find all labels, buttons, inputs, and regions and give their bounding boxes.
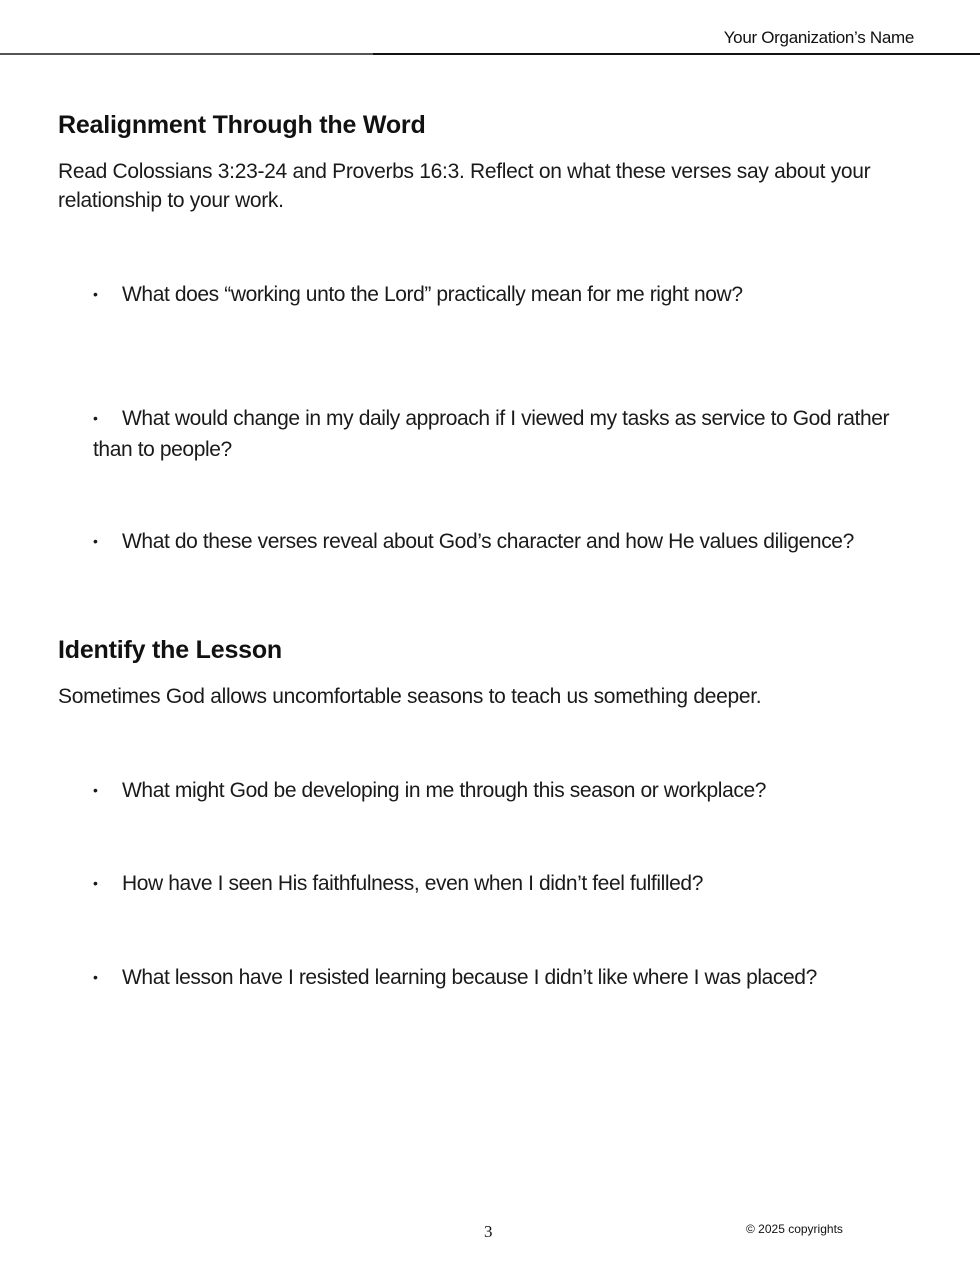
bullet-icon: • — [93, 286, 98, 302]
bullet-icon: • — [93, 969, 98, 985]
section-intro-realignment: Read Colossians 3:23-24 and Proverbs 16:3. Reflect on what these verses say about your relationship to your work. — [58, 160, 871, 212]
question-text: How have I seen His faithfulness, even when I didn’t feel fulfilled? — [122, 872, 703, 895]
question-text: What would change in my daily approach if I viewed my tasks as service to God rather than to people? — [93, 407, 890, 461]
question-item — [93, 869, 923, 900]
bullet-icon: • — [93, 782, 98, 798]
section-heading-identify-lesson: Identify the Lesson — [58, 636, 283, 664]
question-item — [93, 280, 923, 311]
bullet-icon: • — [93, 533, 98, 549]
question-text: What lesson have I resisted learning because I didn’t like where I was placed? — [122, 966, 817, 989]
question-item — [93, 776, 923, 807]
bullet-icon: • — [93, 875, 98, 891]
question-item — [93, 963, 923, 994]
bullet-icon: • — [93, 410, 98, 426]
section-intro-identify-lesson: Sometimes God allows uncomfortable seasons to teach us something deeper. — [58, 685, 762, 708]
question-item — [93, 404, 923, 464]
question-text: What does “working unto the Lord” practically mean for me right now? — [122, 283, 743, 306]
page-number: 3 — [484, 1222, 493, 1241]
header-rule — [0, 53, 373, 55]
copyright-notice: © 2025 copyrights — [746, 1222, 843, 1236]
section-heading-realignment: Realignment Through the Word — [58, 111, 426, 139]
question-item — [93, 527, 923, 558]
header-rule — [373, 53, 980, 55]
organization-name: Your Organization’s Name — [723, 28, 914, 47]
question-text: What might God be developing in me through this season or workplace? — [122, 779, 767, 802]
question-text: What do these verses reveal about God’s character and how He values diligence? — [122, 530, 854, 553]
